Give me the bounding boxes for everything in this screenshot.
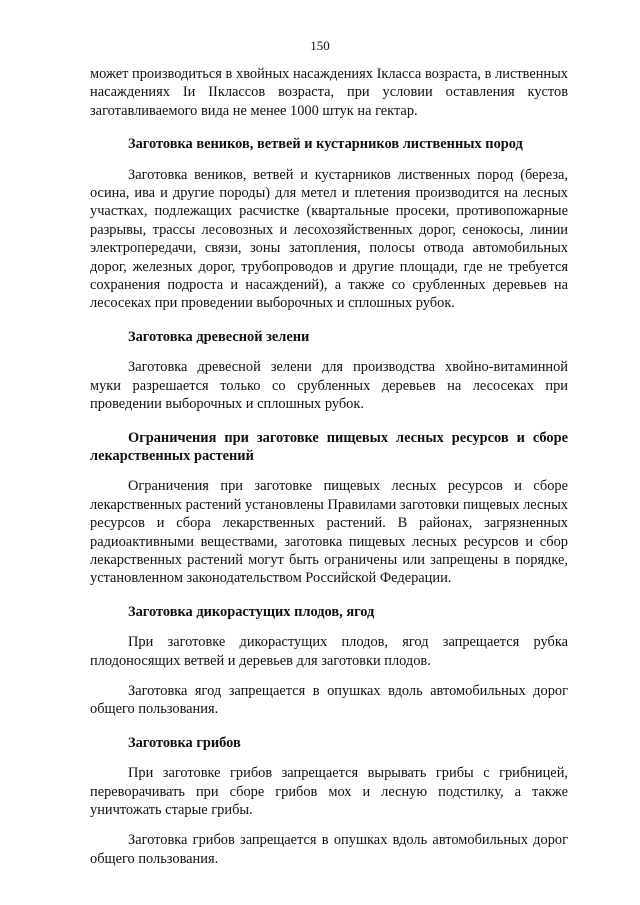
section-paragraph-greenery: Заготовка древесной зелени для производства хвойно-витаминной муки разрешается только со срубленных деревьев на лесосеках при проведении выборочных и сплошных рубок.: [90, 359, 568, 413]
page-content: [90, 65, 568, 868]
section-paragraph-berries-2: Заготовка ягод запрещается в опушках вдоль автомобильных дорог общего пользования.: [90, 682, 568, 718]
section-paragraph-mushrooms-2: Заготовка грибов запрещается в опушках вдоль автомобильных дорог общего пользования.: [90, 832, 568, 867]
section-heading-greenery: Заготовка древесной зелени: [128, 328, 310, 345]
section-heading-mushrooms: Заготовка грибов: [128, 734, 241, 751]
section-heading-brooms: Заготовка веников, ветвей и кустарников лиственных пород: [128, 136, 523, 153]
section-paragraph-brooms: Заготовка веников, ветвей и кустарников лиственных пород (береза, осина, ива и другие породы) для метел и плетения производится на лесных участках, подлежащих расчистке (квартальные просеки, противопожарные разрывы, трассы лесовозных и лесохозяйственных дорог, сенокосы, линии электропередачи, связи, зоны затопления, полосы отвода автомобильных дорог, железных дорог, трубопроводов и другие площади, где не требуется сохранения подроста и насаждений), а также со срубленных деревьев на лесосеках при проведении выборочных и сплошных рубок.: [90, 166, 568, 312]
section-paragraph-mushrooms-1: При заготовке грибов запрещается вырывать грибы с грибницей, переворачивать при сборе грибов мох и лесную подстилку, а также уничтожать старые грибы.: [90, 765, 568, 818]
section-heading-berries: Заготовка дикорастущих плодов, ягод: [128, 603, 375, 620]
section-paragraph-restrictions: Ограничения при заготовке пищевых лесных ресурсов и сборе лекарственных растений установлены Правилами заготовки пищевых лесных ресурсов и сбора лекарственных растений. В районах, загрязненных радиоактивными веществами, заготовка пищевых лесных ресурсов и сбор лекарственных растений могут быть ограничены или запрещены в порядке, установленном законодательством Российской Федерации.: [90, 478, 568, 587]
intro-paragraph: может производиться в хвойных насаждениях Iкласса возраста, в лиственных насаждениях Iи IIклассов возраста, при условии оставления кустов заготавливаемого вида не менее 1000 штук на гектар.: [90, 66, 568, 119]
page-number: 150: [310, 38, 330, 53]
section-paragraph-berries-1: При заготовке дикорастущих плодов, ягод запрещается рубка плодоносящих ветвей и деревьев для заготовки плодов.: [90, 634, 568, 669]
section-heading-restrictions: Ограничения при заготовке пищевых лесных ресурсов и сборе лекарственных растений: [90, 429, 568, 464]
